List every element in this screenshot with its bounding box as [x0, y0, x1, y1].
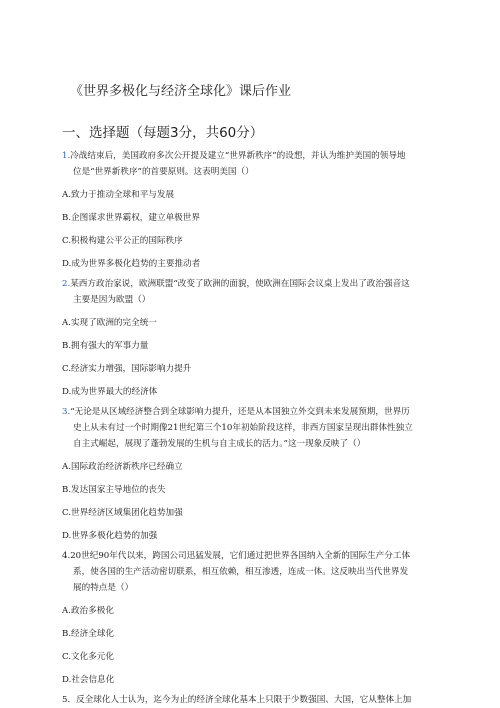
stem-line: 20世纪90年代以来，跨国公司迅猛发展，它们通过把世界各国纳入全新的国际生产分工体 [70, 551, 411, 561]
option-d: D.社会信息化 [62, 675, 115, 685]
stem-line: 主要是因为欧盟（） [73, 295, 151, 305]
question-5 [0, 692, 500, 708]
option-b: B.拥有强大的军事力量 [62, 341, 149, 351]
question-1 [0, 148, 500, 276]
option-c: C.经济实力增强，国际影响力提升 [62, 364, 192, 374]
stem-line: 史上从未有过一个时期像21世纪第三个10年初始阶段这样，非西方国家呈现出群体性独立 [73, 423, 413, 433]
option-d: D.成为世界多极化趋势的主要推动者 [62, 259, 201, 269]
option-c: C.文化多元化 [62, 652, 114, 662]
question-stem [62, 276, 442, 308]
question-stem [62, 148, 442, 180]
question-number: 5 [62, 695, 68, 705]
stem-line: 某西方政治家说，欧洲联盟“改变了欧洲的面貌，使欧洲在国际会议桌上发出了政治强音这 [70, 279, 410, 289]
stem-line: 位是“世界新秩序”的首要原则。这表明美国（） [73, 167, 254, 177]
document-title: 《世界多极化与经济全球化》课后作业 [70, 84, 292, 99]
option-d: D.世界多极化趋势的加强 [62, 531, 158, 541]
question-list [0, 148, 500, 708]
section-heading: 一、选择题（每题3分，共60分） [62, 125, 264, 141]
option-c: C.积极构建公平公正的国际秩序 [62, 236, 183, 246]
question-3 [0, 404, 500, 548]
question-stem [62, 404, 442, 452]
question-stem [62, 548, 442, 596]
option-b: B.经济全球化 [62, 629, 115, 639]
stem-line: 冷战结束后，美国政府多次公开提及建立“世界新秩序”的设想，并认为维护美国的领导地 [70, 151, 406, 161]
question-number: 1. [62, 151, 71, 161]
question-2 [0, 276, 500, 404]
option-b: B.企图谋求世界霸权，建立单极世界 [62, 213, 200, 223]
stem-line: ．反全球化人士认为，迄今为止的经济全球化基本上只限于少数强国、大国，它从整体上加 [67, 695, 412, 705]
question-4 [0, 548, 500, 692]
question-number: 4. [62, 551, 71, 561]
option-a: A.政治多极化 [62, 606, 114, 616]
stem-line: 系，使各国的生产活动密切联系，相互依赖，相互渗透，连成一体。这反映出当代世界发 [73, 567, 409, 577]
option-a: A.致力于推动全球和平与发展 [62, 190, 175, 200]
question-number: 2. [62, 279, 71, 289]
question-stem [62, 692, 442, 708]
option-a: A.国际政治经济新秩序已经确立 [62, 462, 183, 472]
stem-line: 自主式崛起，展现了蓬勃发展的生机与自主成长的活力。”这一现象反映了（） [73, 439, 366, 449]
option-d: D.成为世界最大的经济体 [62, 387, 158, 397]
option-a: A.实现了欧洲的完全统一 [62, 318, 157, 328]
option-b: B.发达国家主导地位的丧失 [62, 485, 166, 495]
stem-line: 展的特点是（） [73, 583, 134, 593]
stem-line: “无论是从区域经济整合到全球影响力提升，还是从本国独立外交到未来发展预期，世界历 [70, 407, 410, 417]
option-c: C.世界经济区域集团化趋势加强 [62, 508, 183, 518]
question-number: 3. [62, 407, 71, 417]
